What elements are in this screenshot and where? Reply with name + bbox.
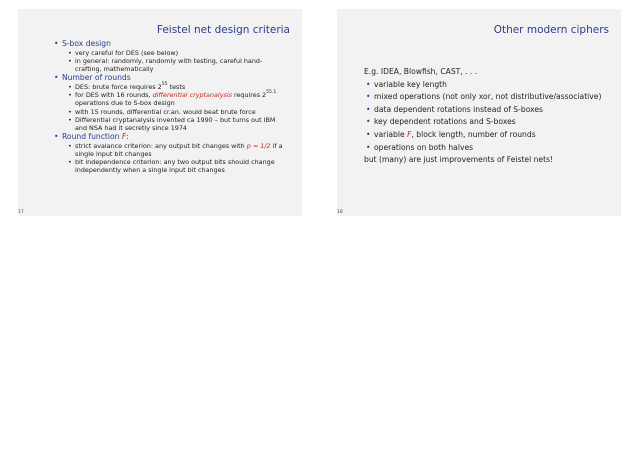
slide-content: [364, 66, 614, 167]
bullet-item: [374, 129, 614, 142]
exponent: 55: [161, 82, 168, 88]
bullet-item: [75, 142, 285, 158]
bullet-item: • key dependent rotations and S-boxes: [374, 116, 614, 129]
section-round-function: [62, 132, 302, 142]
exponent: 55.1: [266, 90, 277, 96]
text: requires 2: [231, 91, 267, 100]
text: DES: brute force requires 2: [75, 83, 162, 92]
intro-text: E.g. IDEA, Blowfish, CAST, . . .: [364, 67, 478, 76]
bullet-item: • in general: randomly, randomly with testing, careful hand-crafting, mathematically: [75, 57, 285, 73]
outro-text: but (many) are just improvements of Feistel nets!: [364, 155, 554, 165]
slide-title: Feistel net design criteria: [156, 24, 290, 36]
slide-title: Other modern ciphers: [493, 24, 609, 36]
text: variable: [374, 129, 408, 139]
math-expression: p = 1/2: [246, 141, 271, 150]
page-number: 18: [337, 210, 343, 215]
bullet-item: • operations on both halves: [374, 142, 614, 155]
text: operations due to S-box design: [75, 99, 175, 108]
text: if a single input bit changes: [75, 141, 283, 158]
page-number: 17: [18, 210, 24, 215]
text: tests: [167, 83, 186, 92]
variable-f: F: [121, 131, 127, 141]
variable-f: F: [407, 129, 412, 139]
section-number-of-rounds: • Number of rounds: [62, 73, 302, 83]
slide-18: [337, 9, 621, 216]
bullet-item: • bit independence criterion: any two output bits should change independently when a single input bit changes: [75, 158, 285, 174]
bullet-item: • Differential cryptanalysis invented ca 1990 – but turns out IBM and NSA had it secretly since 1974: [75, 116, 285, 132]
bullet-item: • with 15 rounds, differential cr.an. would beat brute force: [75, 108, 285, 116]
section-sbox-design: • S-box design: [62, 39, 302, 49]
slide-17: [18, 9, 302, 216]
slide-content: [18, 39, 302, 174]
text: for DES with 16 rounds,: [75, 91, 153, 100]
bullet-item: [75, 83, 285, 91]
text: :: [126, 131, 129, 141]
text: strict avalance criterion: any output bit changes with: [75, 141, 247, 150]
bullet-item: [75, 91, 285, 107]
bullet-item: • data dependent rotations instead of S-boxes: [374, 104, 614, 117]
bullet-item: • very careful for DES (see below): [75, 49, 285, 57]
bullet-item: • mixed operations (not only xor, not distributive/associative): [374, 91, 614, 104]
emphasis: differential cryptanalysis: [152, 91, 232, 100]
text: , block length, number of rounds: [411, 129, 536, 139]
text: Round function: [62, 131, 122, 141]
bullet-item: • variable key length: [374, 79, 614, 92]
